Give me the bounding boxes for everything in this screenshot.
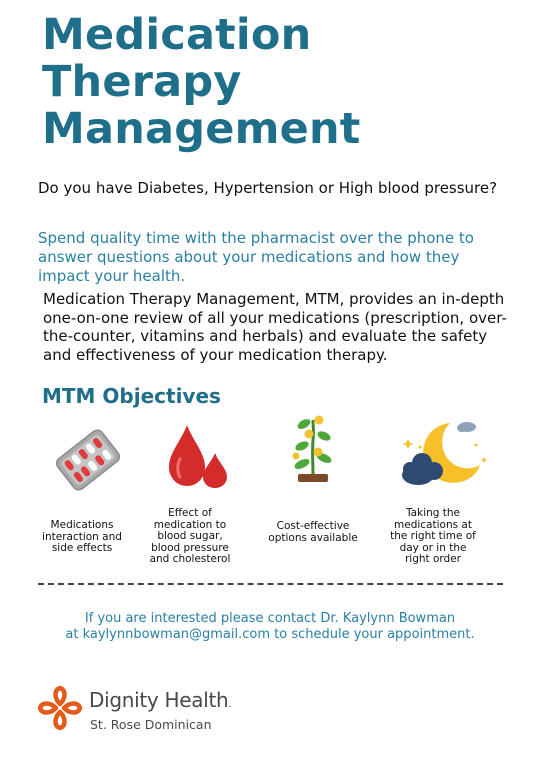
pill-pack-icon (52, 427, 124, 493)
contact-line-1: If you are interested please contact Dr. Kaylynn Bowman (84, 611, 456, 626)
objective-caption-4: Taking the medications at the right time of day or in the right order (390, 507, 476, 565)
page-title (42, 12, 361, 153)
intro-question: Do you have Diabetes, Hypertension or High blood pressure? (38, 179, 498, 197)
blood-drops-icon (163, 423, 235, 489)
logo-name (89, 688, 231, 712)
title-line-2: Therapy (42, 57, 242, 107)
title-line-1: Medication (42, 10, 312, 60)
moon-night-icon (400, 417, 490, 489)
dignity-health-logo-icon (36, 684, 84, 732)
logo-name-mark: . (228, 699, 232, 710)
section-divider (38, 583, 503, 585)
objective-caption-3: Cost-effective options available (268, 520, 358, 544)
title-line-3: Management (42, 104, 361, 154)
intro-spend-text: Spend quality time with the pharmacist over the phone to answer questions about your medications and how they impact your health. (38, 229, 474, 285)
contact-line-2: at kaylynnbowman@gmail.com to schedule your appointment. (65, 627, 475, 642)
logo-subtitle: St. Rose Dominican (90, 717, 212, 732)
objectives-heading: MTM Objectives (42, 384, 221, 408)
logo-name-text: Dignity Health (89, 688, 229, 712)
money-plant-icon (288, 412, 336, 484)
objective-caption-1: Medications interaction and side effects (42, 519, 122, 554)
mtm-description: Medication Therapy Management, MTM, provides an in-depth one-on-one review of all your medications (prescription, over-the-counter, vitamins and herbals) and evaluate the safety and effectiveness of your medication therapy. (43, 290, 507, 364)
objective-caption-2: Effect of medication to blood sugar, blood pressure and cholesterol (149, 507, 231, 565)
contact-info (30, 611, 510, 643)
